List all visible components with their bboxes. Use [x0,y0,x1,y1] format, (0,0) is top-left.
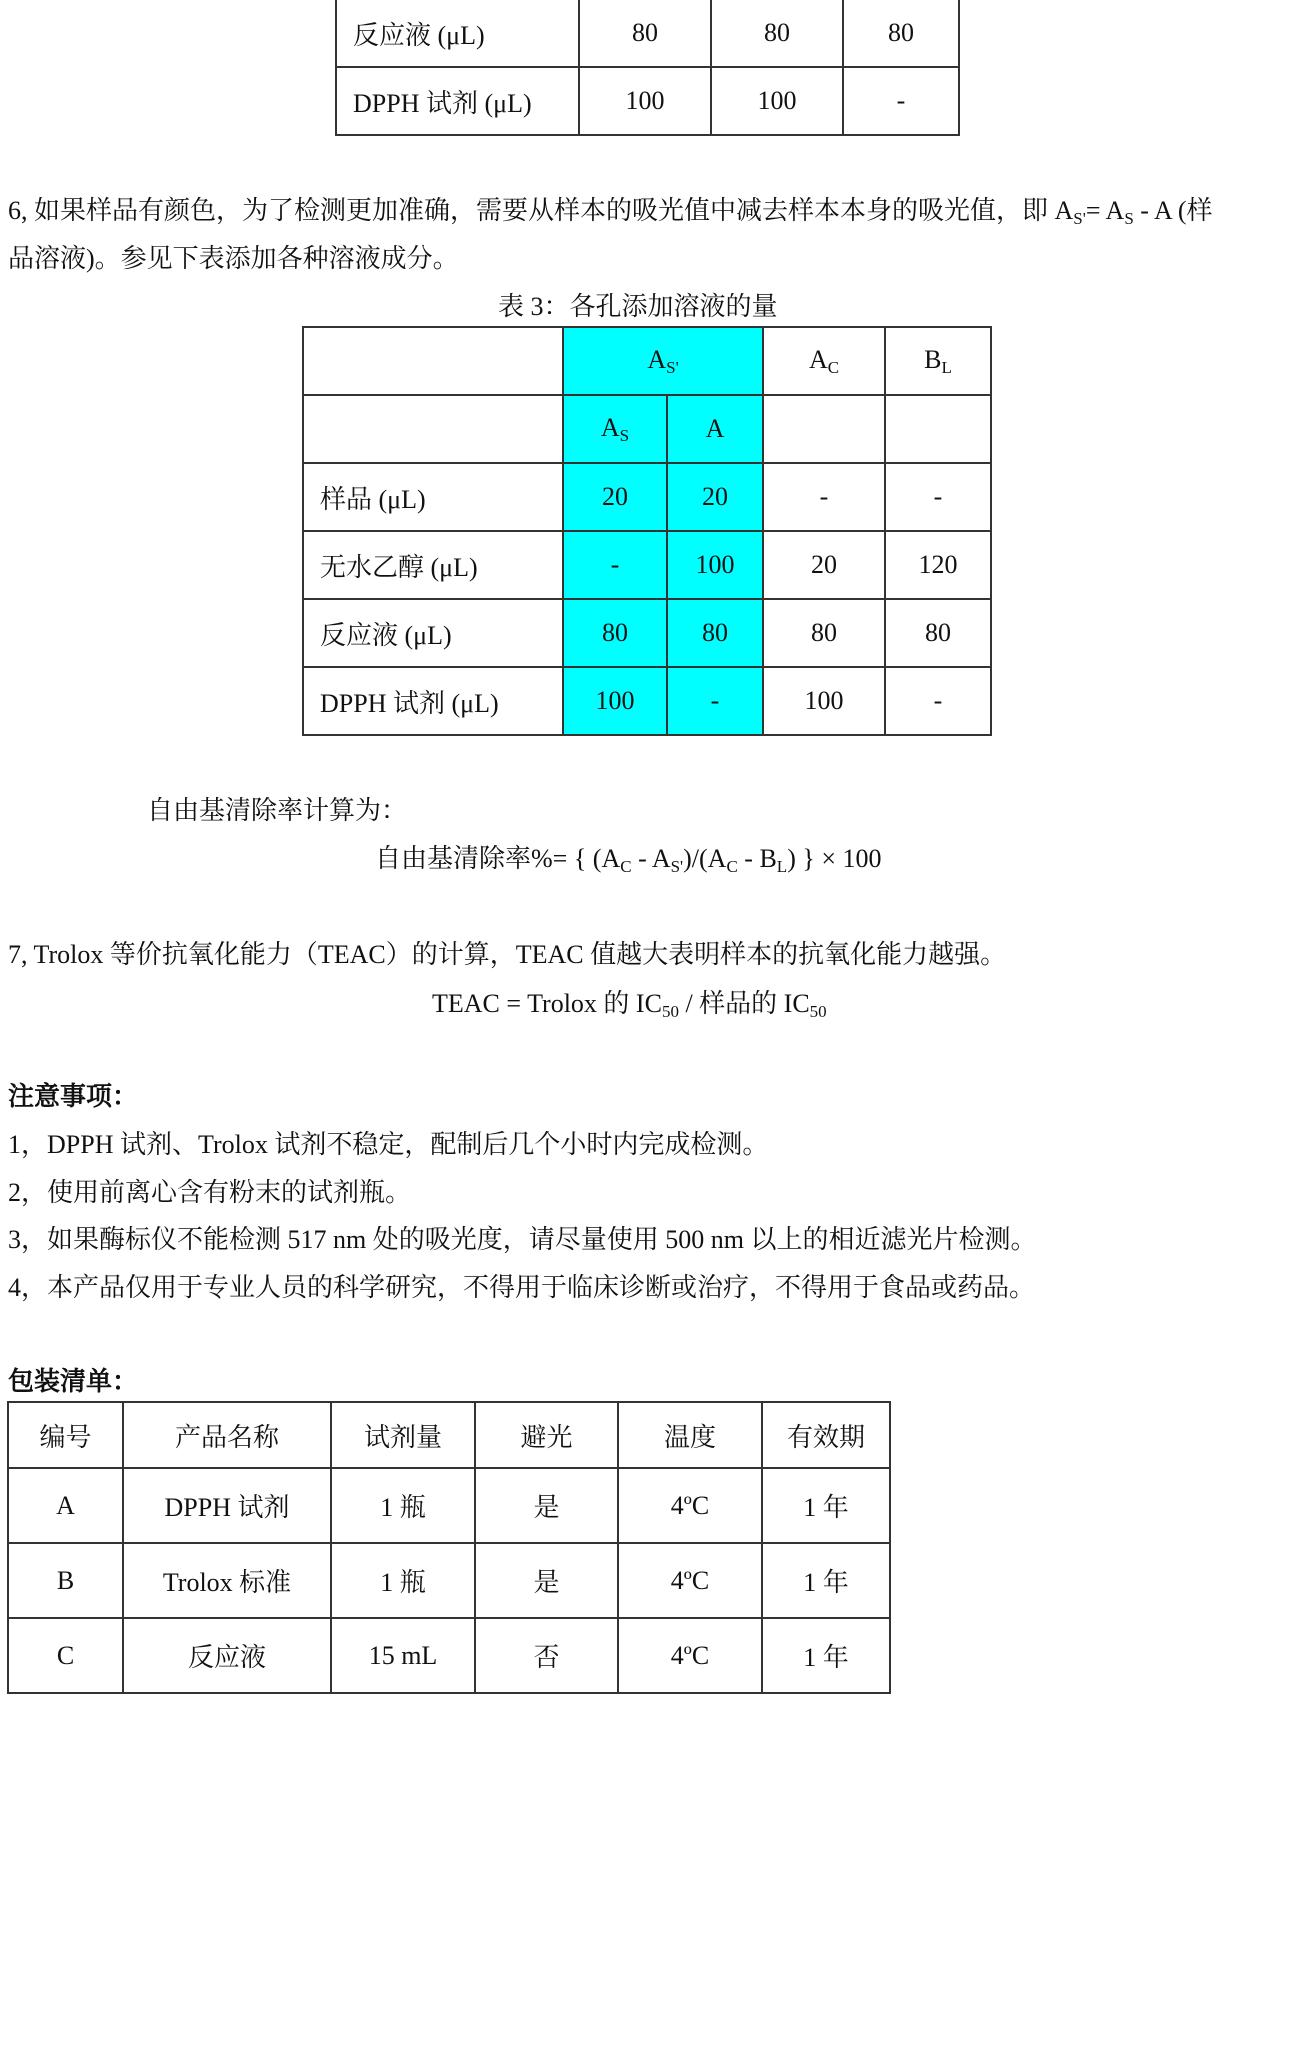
column-header: 避光 [475,1402,618,1468]
row-label: DPPH 试剂 (μL) [303,667,563,735]
table-cell: 4ºC [618,1618,762,1693]
table-cell: 反应液 [123,1618,331,1693]
table-cell: 80 [563,599,667,667]
section6-line2: 品溶液)。参见下表添加各种溶液成分。 [8,244,459,273]
table-cell: 4ºC [618,1468,762,1543]
scavenging-formula: 自由基清除率%= { $(A_C - A_{S'})/(A_C - B_L)$ } × 100 [375,844,882,876]
column-header: 产品名称 [123,1402,331,1468]
table-cell: 1 瓶 [331,1543,475,1618]
column-header: 试剂量 [331,1402,475,1468]
table-row [8,1618,890,1693]
row-label: 样品 (μL) [303,463,563,531]
table-cell: 80 [711,0,843,67]
header-a: A [667,395,763,463]
table-row [8,1468,890,1543]
table3 [302,326,992,736]
empty-cell [885,395,991,463]
table-cell: 4ºC [618,1543,762,1618]
packing-table [7,1401,891,1694]
table-cell: B [8,1543,123,1618]
table-cell: 否 [475,1618,618,1693]
table-cell: - [667,667,763,735]
row-label: 反应液 (μL) [303,599,563,667]
table-cell: C [8,1618,123,1693]
header-ac: $A_C$ [763,327,885,395]
table-cell: 1 年 [762,1543,890,1618]
table-cell: 15 mL [331,1618,475,1693]
note-item: 3，如果酶标仪不能检测 517 nm 处的吸光度，请尽量使用 500 nm 以上的相近滤光片检测。 [8,1225,1037,1254]
table-cell: 1 瓶 [331,1468,475,1543]
table-cell: 100 [763,667,885,735]
note-item: 1，DPPH 试剂、Trolox 试剂不稳定，配制后几个小时内完成检测。 [8,1130,769,1159]
table-cell: 80 [843,0,959,67]
table-cell: 100 [667,531,763,599]
table-cell: 100 [579,67,711,135]
header-as: $A_S$ [563,395,667,463]
table-cell: 20 [563,463,667,531]
column-header: 编号 [8,1402,123,1468]
header-as-prime: $A_{S'}$ [563,327,763,395]
table-cell: - [563,531,667,599]
top-table [335,0,960,136]
section6-line1: 6, 如果样品有颜色，为了检测更加准确，需要从样本的吸光值中减去样本本身的吸光值，即 $A_{S'}= A_S - A$ (样 [8,196,1213,228]
row-label: DPPH 试剂 (μL) [336,67,579,135]
table-cell: A [8,1468,123,1543]
header-bl: $B_L$ [885,327,991,395]
note-item: 4，本产品仅用于专业人员的科学研究，不得用于临床诊断或治疗，不得用于食品或药品。 [8,1273,1036,1302]
column-header: 有效期 [762,1402,890,1468]
column-header: 温度 [618,1402,762,1468]
section7-text: 7, Trolox 等价抗氧化能力（TEAC）的计算，TEAC 值越大表明样本的抗氧化能力越强。 [8,940,1007,969]
empty-cell [303,395,563,463]
table-cell: - [763,463,885,531]
table-cell: DPPH 试剂 [123,1468,331,1543]
table-cell: 100 [563,667,667,735]
table3-caption: 表 3：各孔添加溶液的量 [498,292,778,321]
notes-title: 注意事项： [8,1082,139,1111]
table-cell: 80 [579,0,711,67]
packing-title: 包装清单： [8,1367,139,1396]
table-cell: - [885,463,991,531]
table-cell: 80 [885,599,991,667]
table-cell: 20 [763,531,885,599]
table-row [8,1543,890,1618]
row-label: 反应液 (μL) [336,0,579,67]
teac-formula: TEAC = Trolox 的 $IC_{50}$ / 样品的 $IC_{50}$ [432,989,827,1021]
table-cell: 80 [763,599,885,667]
table-cell: - [885,667,991,735]
table-cell: - [843,67,959,135]
table-cell: 1 年 [762,1468,890,1543]
empty-cell [763,395,885,463]
table-cell: 是 [475,1468,618,1543]
row-label: 无水乙醇 (μL) [303,531,563,599]
empty-cell [303,327,563,395]
table-cell: 80 [667,599,763,667]
table-cell: 100 [711,67,843,135]
formula-label: 自由基清除率计算为： [147,796,408,825]
table-cell: 20 [667,463,763,531]
table-cell: 是 [475,1543,618,1618]
table-cell: 120 [885,531,991,599]
note-item: 2，使用前离心含有粉末的试剂瓶。 [8,1178,412,1207]
table-cell: Trolox 标准 [123,1543,331,1618]
table-cell: 1 年 [762,1618,890,1693]
